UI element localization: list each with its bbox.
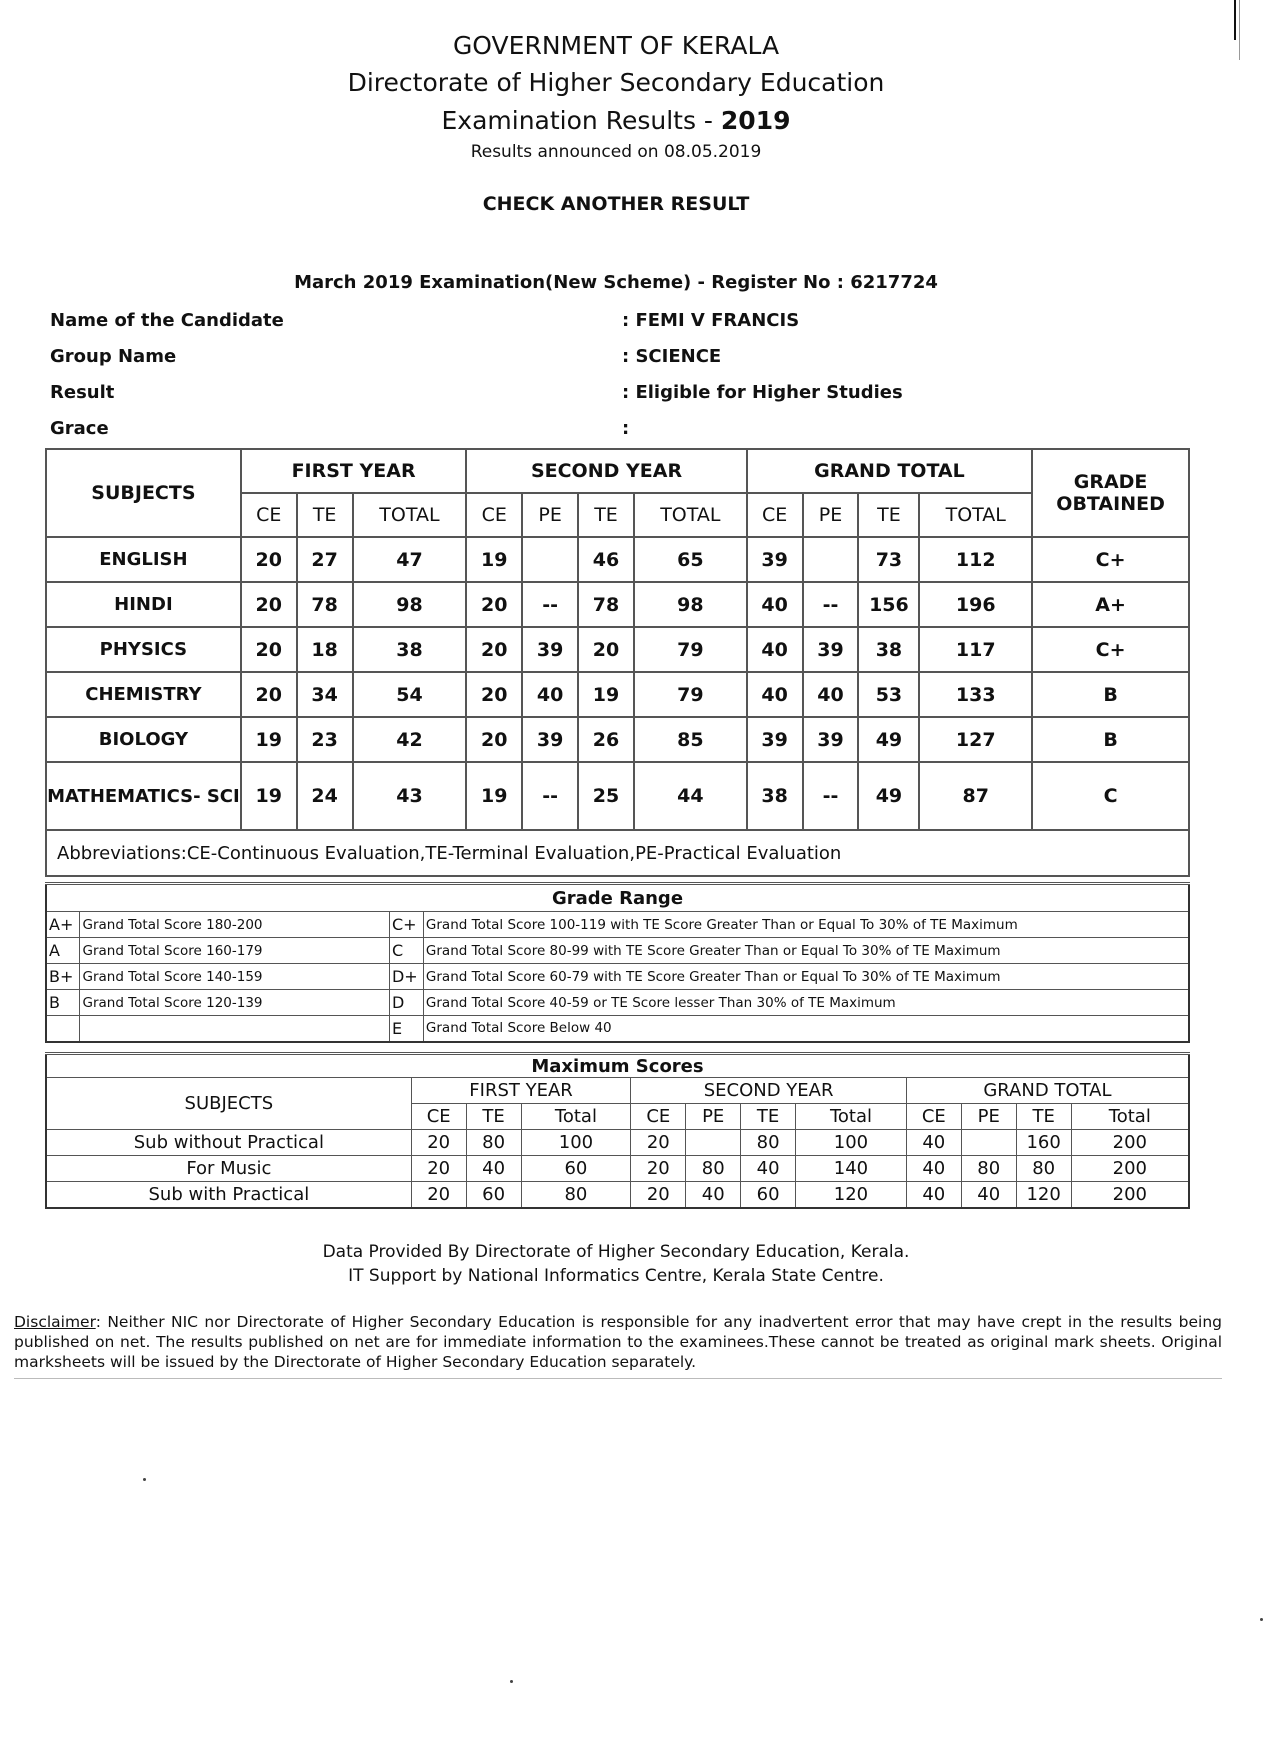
grade-code: E xyxy=(389,1016,423,1042)
grade-obtained: C xyxy=(1032,762,1189,830)
result-label: Result xyxy=(50,382,115,403)
grade-code: D xyxy=(389,990,423,1016)
grand-pe xyxy=(803,537,859,582)
grand-total: 87 xyxy=(919,762,1032,830)
max-grand-pe xyxy=(961,1130,1016,1156)
header-announced: Results announced on 08.05.2019 xyxy=(470,142,762,162)
max-first-ce: 20 xyxy=(411,1130,466,1156)
max-second-te: 40 xyxy=(741,1156,796,1182)
first-total: 43 xyxy=(353,762,467,830)
second-ce: 20 xyxy=(466,627,522,672)
first-total: 38 xyxy=(353,627,467,672)
group-name-row xyxy=(50,346,1200,370)
candidate-name-value: : FEMI V FRANCIS xyxy=(622,310,800,331)
table-row xyxy=(46,627,1189,672)
marks-sub-te: TE xyxy=(297,493,353,537)
grade-description: Grand Total Score 120-139 xyxy=(80,990,389,1016)
max-grand-ce: 40 xyxy=(906,1156,961,1182)
subject-name: HINDI xyxy=(46,582,241,627)
disclaimer-text: : Neither NIC nor Directorate of Higher Secondary Education is responsible for any inadvertent error that may have crept in the results being published on net. The results published on net are for immediate information to the examinees.These cannot be treated as original mark sheets. Original marksheets will be issued by the Directorate of Higher Secondary Education separately. xyxy=(14,1313,1222,1371)
grand-ce: 38 xyxy=(747,762,803,830)
table-row xyxy=(46,1182,1189,1208)
max-grand-te: 80 xyxy=(1016,1156,1071,1182)
grand-ce: 40 xyxy=(747,672,803,717)
table-row xyxy=(46,1016,1189,1042)
grand-ce: 40 xyxy=(747,627,803,672)
max-subject-name: For Music xyxy=(46,1156,411,1182)
table-row xyxy=(46,964,1189,990)
max-first-te: 60 xyxy=(466,1182,521,1208)
grade-range-title-row xyxy=(46,884,1189,912)
header-exam-results xyxy=(0,102,1232,140)
second-ce: 20 xyxy=(466,717,522,762)
grand-total: 133 xyxy=(919,672,1032,717)
grand-ce: 39 xyxy=(747,717,803,762)
second-ce: 19 xyxy=(466,537,522,582)
first-total: 47 xyxy=(353,537,467,582)
second-ce: 20 xyxy=(466,672,522,717)
first-ce: 20 xyxy=(241,582,297,627)
marks-header-row xyxy=(46,449,1189,493)
table-row xyxy=(46,990,1189,1016)
grade-description: Grand Total Score 40-59 or TE Score lesser Than 30% of TE Maximum xyxy=(423,990,1189,1016)
grand-pe: 40 xyxy=(803,672,859,717)
second-ce: 19 xyxy=(466,762,522,830)
grade-code: B+ xyxy=(46,964,80,990)
grade-description: Grand Total Score 60-79 with TE Score Greater Than or Equal To 30% of TE Maximum xyxy=(423,964,1189,990)
grade-code: B xyxy=(46,990,80,1016)
marks-sub-ce: CE xyxy=(241,493,297,537)
table-row xyxy=(46,912,1189,938)
max-first-ce: 20 xyxy=(411,1182,466,1208)
grade-obtained: B xyxy=(1032,717,1189,762)
grand-total: 112 xyxy=(919,537,1032,582)
candidate-name-row xyxy=(50,310,1200,334)
grace-row xyxy=(50,418,1200,442)
second-pe: -- xyxy=(522,582,578,627)
marks-sub-ce: CE xyxy=(466,493,522,537)
first-ce: 19 xyxy=(241,762,297,830)
subject-name: BIOLOGY xyxy=(46,717,241,762)
grade-obtained: C+ xyxy=(1032,537,1189,582)
max-second-pe: 80 xyxy=(686,1156,741,1182)
max-second-total: 140 xyxy=(796,1156,907,1182)
grade-code: A+ xyxy=(46,912,80,938)
marks-sub-te: TE xyxy=(858,493,919,537)
max-grand-total: 200 xyxy=(1071,1156,1189,1182)
grade-code xyxy=(46,1016,80,1042)
marks-sub-pe: PE xyxy=(522,493,578,537)
first-ce: 20 xyxy=(241,537,297,582)
second-pe xyxy=(522,537,578,582)
grade-description: Grand Total Score 160-179 xyxy=(80,938,389,964)
max-grand-pe: 80 xyxy=(961,1156,1016,1182)
max-sub-te: TE xyxy=(1016,1104,1071,1130)
grade-obtained: B xyxy=(1032,672,1189,717)
grade-description xyxy=(80,1016,389,1042)
grade-code: C+ xyxy=(389,912,423,938)
max-subject-name: Sub with Practical xyxy=(46,1182,411,1208)
grade-code: C xyxy=(389,938,423,964)
max-sub-total: Total xyxy=(796,1104,907,1130)
first-te: 27 xyxy=(297,537,353,582)
second-total: 98 xyxy=(634,582,747,627)
table-row xyxy=(46,1156,1189,1182)
max-head-subjects: SUBJECTS xyxy=(46,1078,411,1130)
second-te: 46 xyxy=(578,537,634,582)
grace-value: : xyxy=(622,418,630,439)
exam-register-line: March 2019 Examination(New Scheme) - Register No : 6217724 xyxy=(294,272,938,293)
grade-code: D+ xyxy=(389,964,423,990)
grade-range-table xyxy=(45,882,1190,1043)
grade-code: A xyxy=(46,938,80,964)
second-pe: -- xyxy=(522,762,578,830)
first-te: 23 xyxy=(297,717,353,762)
max-second-ce: 20 xyxy=(631,1182,686,1208)
grand-total: 196 xyxy=(919,582,1032,627)
maximum-scores-table xyxy=(45,1052,1190,1209)
grand-ce: 39 xyxy=(747,537,803,582)
max-head-first-year: FIRST YEAR xyxy=(411,1078,631,1104)
disclaimer xyxy=(14,1312,1222,1379)
second-pe: 40 xyxy=(522,672,578,717)
first-ce: 19 xyxy=(241,717,297,762)
second-total: 44 xyxy=(634,762,747,830)
second-total: 79 xyxy=(634,672,747,717)
result-row xyxy=(50,382,1200,406)
second-total: 65 xyxy=(634,537,747,582)
grand-te: 53 xyxy=(858,672,919,717)
max-grand-total: 200 xyxy=(1071,1130,1189,1156)
max-grand-te: 160 xyxy=(1016,1130,1071,1156)
grand-te: 156 xyxy=(858,582,919,627)
grand-te: 38 xyxy=(858,627,919,672)
marks-sub-te: TE xyxy=(578,493,634,537)
table-row xyxy=(46,537,1189,582)
grand-pe: 39 xyxy=(803,717,859,762)
marks-sub-total: TOTAL xyxy=(353,493,467,537)
second-total: 85 xyxy=(634,717,747,762)
footer-data-provided: Data Provided By Directorate of Higher Secondary Education, Kerala. xyxy=(322,1242,910,1262)
marks-table xyxy=(45,448,1190,877)
grand-pe: 39 xyxy=(803,627,859,672)
maximum-scores-title-row xyxy=(46,1054,1189,1078)
check-another-result-link[interactable]: CHECK ANOTHER RESULT xyxy=(482,193,750,215)
max-first-te: 40 xyxy=(466,1156,521,1182)
first-ce: 20 xyxy=(241,627,297,672)
page-header xyxy=(0,28,1232,164)
max-sub-ce: CE xyxy=(411,1104,466,1130)
subject-name: PHYSICS xyxy=(46,627,241,672)
maximum-scores-header-row xyxy=(46,1078,1189,1104)
subject-name: CHEMISTRY xyxy=(46,672,241,717)
grand-te: 49 xyxy=(858,762,919,830)
grade-description: Grand Total Score Below 40 xyxy=(423,1016,1189,1042)
max-grand-ce: 40 xyxy=(906,1182,961,1208)
grand-pe: -- xyxy=(803,582,859,627)
max-second-te: 60 xyxy=(741,1182,796,1208)
header-directorate: Directorate of Higher Secondary Education xyxy=(347,68,885,97)
max-grand-ce: 40 xyxy=(906,1130,961,1156)
max-second-ce: 20 xyxy=(631,1130,686,1156)
table-row xyxy=(46,938,1189,964)
grade-description: Grand Total Score 80-99 with TE Score Greater Than or Equal To 30% of TE Maximum xyxy=(423,938,1189,964)
table-row xyxy=(46,582,1189,627)
abbreviations-row xyxy=(46,830,1189,876)
first-total: 98 xyxy=(353,582,467,627)
max-sub-ce: CE xyxy=(631,1104,686,1130)
first-te: 34 xyxy=(297,672,353,717)
group-name-value: : SCIENCE xyxy=(622,346,722,367)
second-te: 19 xyxy=(578,672,634,717)
marks-head-grand-total: GRAND TOTAL xyxy=(747,449,1032,493)
marks-sub-total: TOTAL xyxy=(634,493,747,537)
grade-range-title: Grade Range xyxy=(46,884,1189,912)
marks-head-subjects: SUBJECTS xyxy=(46,449,241,537)
grace-label: Grace xyxy=(50,418,109,439)
max-second-pe xyxy=(686,1130,741,1156)
second-te: 25 xyxy=(578,762,634,830)
first-total: 42 xyxy=(353,717,467,762)
marks-head-second-year: SECOND YEAR xyxy=(466,449,746,493)
grade-obtained: C+ xyxy=(1032,627,1189,672)
table-row xyxy=(46,1130,1189,1156)
max-sub-pe: PE xyxy=(686,1104,741,1130)
page-footer xyxy=(0,1240,1232,1288)
marks-head-grade: GRADE OBTAINED xyxy=(1032,449,1189,537)
second-te: 20 xyxy=(578,627,634,672)
max-sub-pe: PE xyxy=(961,1104,1016,1130)
scan-speck xyxy=(510,1680,513,1683)
footer-it-support: IT Support by National Informatics Centre, Kerala State Centre. xyxy=(348,1266,884,1286)
table-row xyxy=(46,717,1189,762)
grand-total: 127 xyxy=(919,717,1032,762)
max-sub-te: TE xyxy=(466,1104,521,1130)
max-second-ce: 20 xyxy=(631,1156,686,1182)
disclaimer-label: Disclaimer xyxy=(14,1313,96,1331)
max-grand-total: 200 xyxy=(1071,1182,1189,1208)
header-government: GOVERNMENT OF KERALA xyxy=(452,31,780,60)
max-head-grand-total: GRAND TOTAL xyxy=(906,1078,1189,1104)
first-te: 18 xyxy=(297,627,353,672)
grand-ce: 40 xyxy=(747,582,803,627)
marks-sub-ce: CE xyxy=(747,493,803,537)
first-te: 24 xyxy=(297,762,353,830)
result-value: : Eligible for Higher Studies xyxy=(622,382,903,403)
max-sub-ce: CE xyxy=(906,1104,961,1130)
candidate-name-label: Name of the Candidate xyxy=(50,310,284,331)
grand-total: 117 xyxy=(919,627,1032,672)
grand-pe: -- xyxy=(803,762,859,830)
grade-description: Grand Total Score 180-200 xyxy=(80,912,389,938)
header-exam-year: 2019 xyxy=(720,106,791,135)
max-first-ce: 20 xyxy=(411,1156,466,1182)
max-head-second-year: SECOND YEAR xyxy=(631,1078,907,1104)
marks-head-first-year: FIRST YEAR xyxy=(241,449,467,493)
max-first-total: 80 xyxy=(521,1182,631,1208)
first-te: 78 xyxy=(297,582,353,627)
max-first-total: 60 xyxy=(521,1156,631,1182)
second-pe: 39 xyxy=(522,717,578,762)
second-ce: 20 xyxy=(466,582,522,627)
grade-description: Grand Total Score 140-159 xyxy=(80,964,389,990)
max-sub-total: Total xyxy=(1071,1104,1189,1130)
scan-speck xyxy=(1260,1618,1263,1621)
table-row xyxy=(46,762,1189,830)
grade-obtained: A+ xyxy=(1032,582,1189,627)
max-subject-name: Sub without Practical xyxy=(46,1130,411,1156)
group-name-label: Group Name xyxy=(50,346,177,367)
second-pe: 39 xyxy=(522,627,578,672)
subject-name: MATHEMATICS- SCI xyxy=(46,762,241,830)
max-second-total: 100 xyxy=(796,1130,907,1156)
max-sub-total: Total xyxy=(521,1104,631,1130)
scan-speck xyxy=(143,1478,146,1481)
header-exam-results-text: Examination Results - xyxy=(441,106,721,135)
max-first-te: 80 xyxy=(466,1130,521,1156)
max-grand-te: 120 xyxy=(1016,1182,1071,1208)
max-second-total: 120 xyxy=(796,1182,907,1208)
maximum-scores-title: Maximum Scores xyxy=(46,1054,1189,1078)
marks-sub-pe: PE xyxy=(803,493,859,537)
abbreviations-text: Abbreviations:CE-Continuous Evaluation,TE-Terminal Evaluation,PE-Practical Evaluation xyxy=(46,830,1189,876)
max-second-te: 80 xyxy=(741,1130,796,1156)
grade-description: Grand Total Score 100-119 with TE Score Greater Than or Equal To 30% of TE Maximum xyxy=(423,912,1189,938)
marks-sub-total: TOTAL xyxy=(919,493,1032,537)
max-sub-te: TE xyxy=(741,1104,796,1130)
grand-te: 73 xyxy=(858,537,919,582)
grand-te: 49 xyxy=(858,717,919,762)
page-edge-mark xyxy=(1234,0,1236,40)
first-total: 54 xyxy=(353,672,467,717)
second-te: 26 xyxy=(578,717,634,762)
page-edge-mark-faint xyxy=(1239,0,1240,60)
second-total: 79 xyxy=(634,627,747,672)
max-second-pe: 40 xyxy=(686,1182,741,1208)
second-te: 78 xyxy=(578,582,634,627)
subject-name: ENGLISH xyxy=(46,537,241,582)
max-first-total: 100 xyxy=(521,1130,631,1156)
first-ce: 20 xyxy=(241,672,297,717)
table-row xyxy=(46,672,1189,717)
max-grand-pe: 40 xyxy=(961,1182,1016,1208)
